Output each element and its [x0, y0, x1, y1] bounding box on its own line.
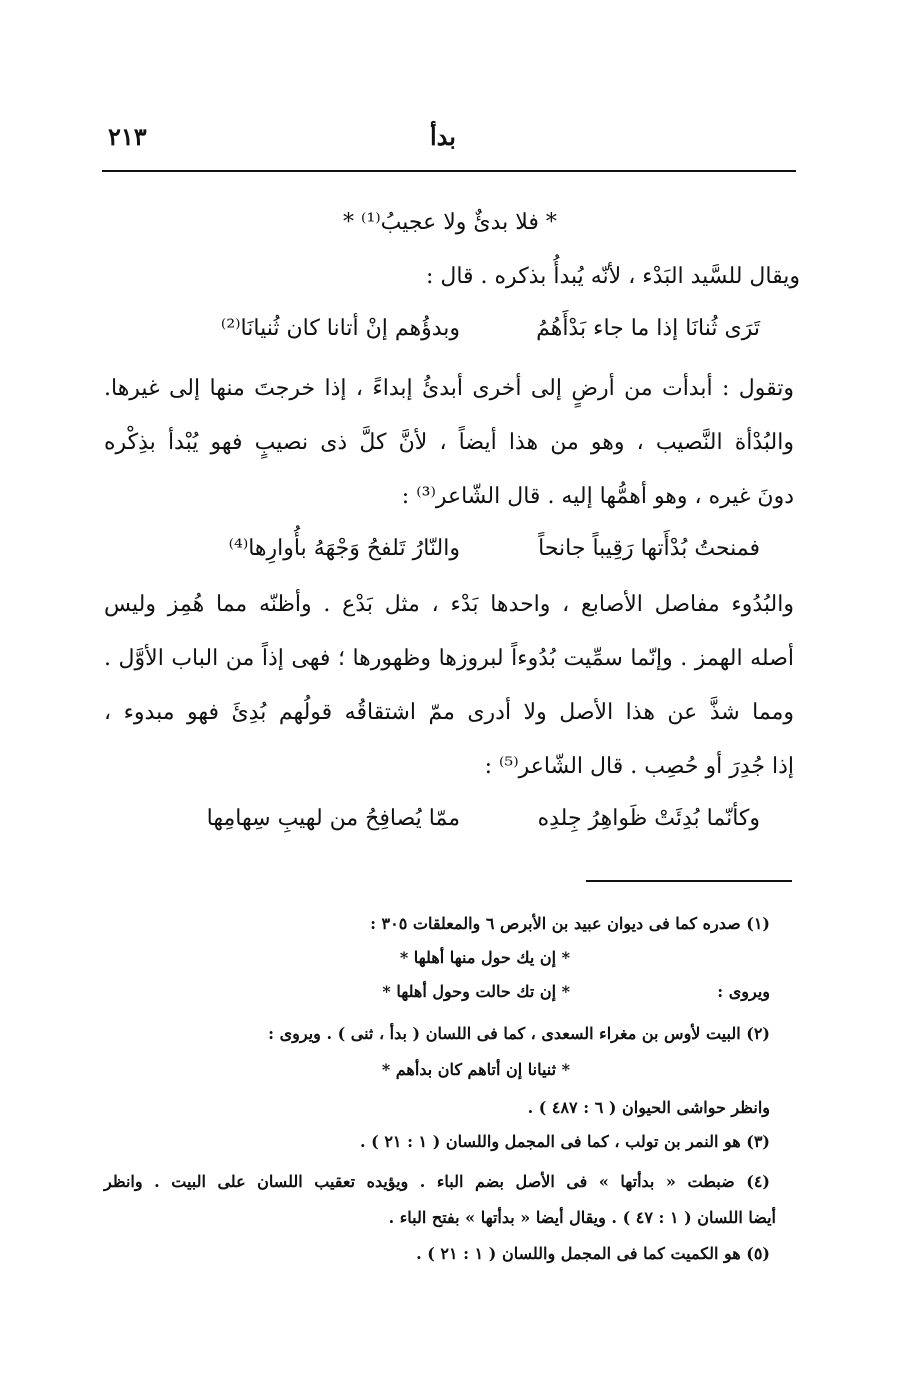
- footnote-quote: * إن يك حول منها أهلها *: [399, 948, 570, 967]
- footnote-line: (١) صدره كما فى ديوان عبيد بن الأبرص ٦ والمعلقات ٣٠٥ :: [370, 914, 770, 933]
- footnote-line: وانظر حواشى الحيوان ( ٦ : ٤٨٧ ) .: [527, 1098, 770, 1117]
- running-title: بدأ: [430, 122, 456, 151]
- verse-hemistich: ممّا يُصافِحُ من لهيبِ سِهامِها: [206, 806, 460, 831]
- footnote-line: (٢) البيت لأوس بن مغراء السعدى ، كما فى اللسان ( بدأ ، ثنى ) . ويروى :: [268, 1024, 770, 1043]
- verse-hemistich: والنّارُ تَلفحُ وَجْهَهُ بأُوارِها⁽⁴⁾: [228, 536, 460, 561]
- footnote-line: أيضا اللسان ( ١ : ٤٧ ) . ويقال أيضا « بدأتها » بفتح الباء .: [388, 1208, 776, 1227]
- body-line: إذا جُدِرَ أو حُصِب . قال الشّاعر⁽⁵⁾ :: [484, 754, 794, 779]
- footnote-quote: * إن تك حالت وحول أهلها *: [382, 982, 570, 1001]
- footnote-line: ويروى :: [717, 982, 770, 1001]
- footnote-line: (٤) ضبطت « بدأتها » فى الأصل بضم الباء . ويؤيده تعقيب اللسان على البيت . وانظر: [104, 1172, 770, 1191]
- verse-fragment: * فلا بدئٌ ولا عجيبُ⁽¹⁾ *: [343, 210, 557, 235]
- footnote-line: (٥) هو الكميت كما فى المجمل واللسان ( ١ : ٢١ ) .: [416, 1244, 770, 1263]
- verse-hemistich: وكأنّما بُدِئَتْ ظَواهِرُ جِلدِه: [537, 806, 760, 831]
- verse-hemistich: فمنحتُ بُدْأَتها رَقِيباً جانحاً: [538, 536, 760, 561]
- body-line: ومما شذَّ عن هذا الأصل ولا أدرى ممّ اشتقاقُه قولُهم بُدِئَ فهو مبدوء ،: [104, 700, 794, 725]
- header-rule: [102, 170, 796, 172]
- footnote-rule: [586, 880, 792, 882]
- body-line: وتقول : أبدأت من أرضٍ إلى أخرى أبدئُ إبداءً ، إذا خرجتَ منها إلى غيرها.: [104, 376, 794, 401]
- body-line: أصله الهمز . وإنّما سمِّيت بُدُوءاً لبروزها وظهورها ؛ فهى إذاً من الباب الأوَّل .: [104, 646, 794, 671]
- page-number: ٢١٣: [108, 122, 147, 151]
- body-line: ويقال للسَّيد البَدْء ، لأنّه يُبدأُ بذكره . قال :: [425, 264, 800, 289]
- body-line: والبُدُوء مفاصل الأصابع ، واحدها بَدْء ، مثل بَدْع . وأظنّه مما هُمِز وليس: [104, 592, 794, 617]
- body-line: والبُدْأة النَّصيب ، وهو من هذا أيضاً ، لأنَّ كلَّ ذى نصيبٍ فهو يُبْدأ بذِكْره: [104, 430, 794, 455]
- footnote-quote: * ثنيانا إن أتاهم كان بدأهم *: [381, 1060, 570, 1079]
- verse-hemistich: تَرَى ثُنانَا إذا ما جاء بَدْأَهُمُ: [536, 316, 760, 341]
- verse-hemistich: وبدؤُهم إنْ أتانا كان ثُنيانَا⁽²⁾: [220, 316, 460, 341]
- footnote-line: (٣) هو النمر بن تولب ، كما فى المجمل واللسان ( ١ : ٢١ ) .: [360, 1132, 770, 1151]
- body-line: دونَ غيره ، وهو أهمُّها إليه . قال الشّاعر⁽³⁾ :: [401, 484, 794, 509]
